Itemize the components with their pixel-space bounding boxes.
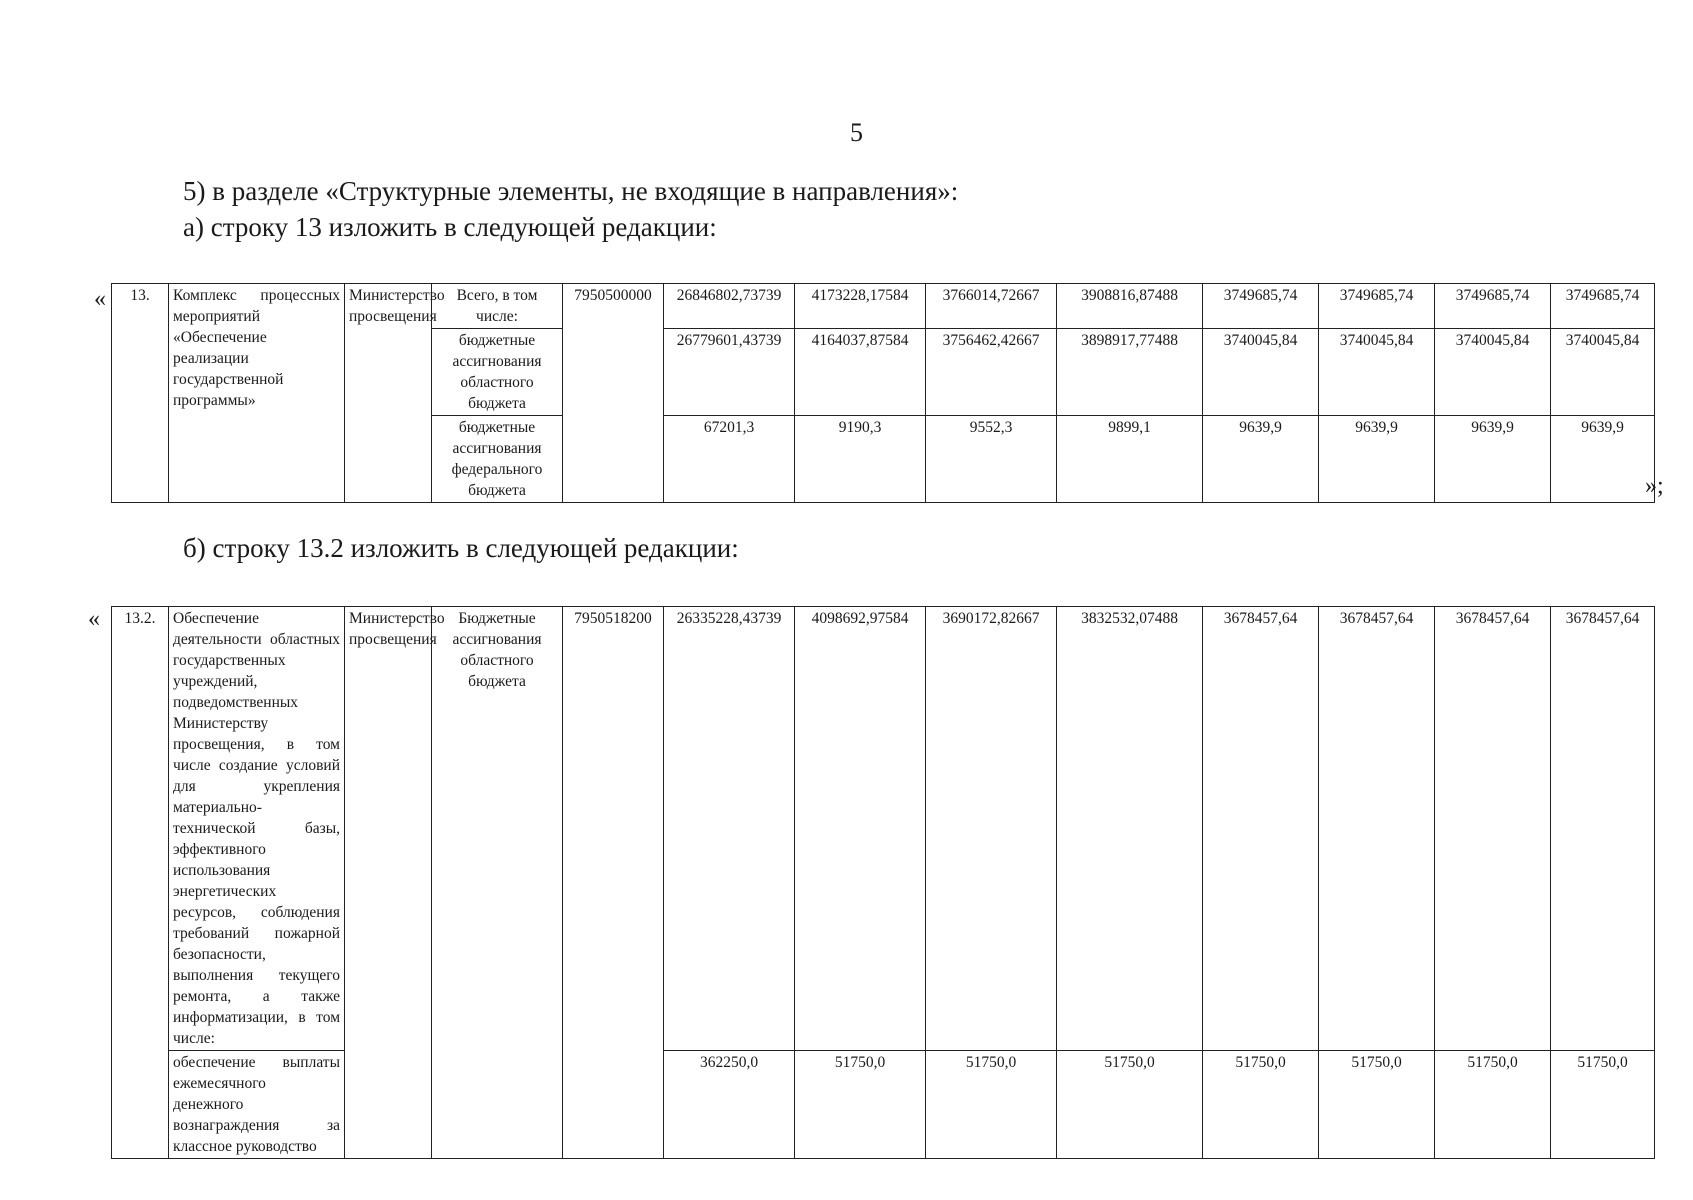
value-cell: 3678457,64	[1319, 607, 1435, 1051]
value-cell: 3832532,07488	[1057, 607, 1203, 1051]
value-cell: 9639,9	[1435, 416, 1551, 503]
value-cell: 3749685,74	[1435, 284, 1551, 329]
row-number: 13.	[112, 284, 169, 503]
value-cell: 3740045,84	[1551, 329, 1655, 416]
section-a-heading: а) строку 13 изложить в следующей редакции:	[183, 212, 717, 242]
row-name: Комплекс процессных мероприятий «Обеспечение реализации государственной программы»	[169, 284, 345, 503]
value-cell: 51750,0	[1551, 1051, 1655, 1159]
table-row-13	[111, 283, 1655, 503]
value-cell: 51750,0	[1057, 1051, 1203, 1159]
value-cell: 67201,3	[664, 416, 795, 503]
value-cell: 9190,3	[795, 416, 926, 503]
value-cell: 3740045,84	[1319, 329, 1435, 416]
value-cell: 362250,0	[664, 1051, 795, 1159]
section-intro: 5) в разделе «Структурные элементы, не входящие в направления»:	[183, 176, 959, 206]
value-cell: 26846802,73739	[664, 284, 795, 329]
value-cell: 51750,0	[1319, 1051, 1435, 1159]
value-cell: 4164037,87584	[795, 329, 926, 416]
value-cell: 3756462,42667	[926, 329, 1057, 416]
code-cell: 7950500000	[563, 284, 664, 503]
table-row	[112, 1051, 1655, 1159]
closing-quote: »;	[1645, 473, 1664, 499]
source-cell: бюджетные ассигнования федерального бюджета	[432, 416, 563, 503]
value-cell: 3740045,84	[1435, 329, 1551, 416]
value-cell: 9639,9	[1319, 416, 1435, 503]
opening-quote: «	[88, 606, 100, 632]
value-cell: 9639,9	[1551, 416, 1655, 503]
row-number: 13.2.	[112, 607, 169, 1159]
value-cell: 51750,0	[1203, 1051, 1319, 1159]
value-cell: 3749685,74	[1551, 284, 1655, 329]
value-cell: 9639,9	[1203, 416, 1319, 503]
value-cell: 3766014,72667	[926, 284, 1057, 329]
value-cell: 3678457,64	[1203, 607, 1319, 1051]
table-row	[112, 607, 1655, 1051]
table-row	[112, 284, 1655, 329]
table-row-13-2	[111, 606, 1655, 1159]
code-cell: 7950518200	[563, 607, 664, 1159]
value-cell: 9899,1	[1057, 416, 1203, 503]
source-cell: Бюджетные ассигнования областного бюджета	[432, 607, 563, 1159]
value-cell: 4098692,97584	[795, 607, 926, 1051]
source-cell: бюджетные ассигнования областного бюджета	[432, 329, 563, 416]
value-cell: 3908816,87488	[1057, 284, 1203, 329]
row-name: Обеспечение деятельности областных государственных учреждений, подведомственных Министерству просвещения, в том числе создание условий для укрепления материально-технической базы, эффективного использования энергетических ресурсов, соблюдения требований пожарной безопасности, выполнения текущего ремонта, а также информатизации, в том числе:	[169, 607, 345, 1051]
page-number: 5	[850, 118, 863, 147]
value-cell: 3898917,77488	[1057, 329, 1203, 416]
opening-quote: «	[94, 286, 106, 312]
value-cell: 3749685,74	[1319, 284, 1435, 329]
sub-row-name: обеспечение выплаты ежемесячного денежного вознаграждения за классное руководство	[169, 1051, 345, 1159]
value-cell: 3749685,74	[1203, 284, 1319, 329]
value-cell: 3678457,64	[1435, 607, 1551, 1051]
value-cell: 26335228,43739	[664, 607, 795, 1051]
value-cell: 26779601,43739	[664, 329, 795, 416]
section-b-heading: б) строку 13.2 изложить в следующей редакции:	[183, 533, 739, 563]
value-cell: 51750,0	[795, 1051, 926, 1159]
value-cell: 3690172,82667	[926, 607, 1057, 1051]
source-cell: Всего, в том числе:	[432, 284, 563, 329]
value-cell: 4173228,17584	[795, 284, 926, 329]
value-cell: 51750,0	[926, 1051, 1057, 1159]
value-cell: 51750,0	[1435, 1051, 1551, 1159]
row-executor: Министерство просвещения	[345, 284, 432, 503]
row-executor: Министерство просвещения	[345, 607, 432, 1159]
value-cell: 9552,3	[926, 416, 1057, 503]
value-cell: 3678457,64	[1551, 607, 1655, 1051]
value-cell: 3740045,84	[1203, 329, 1319, 416]
